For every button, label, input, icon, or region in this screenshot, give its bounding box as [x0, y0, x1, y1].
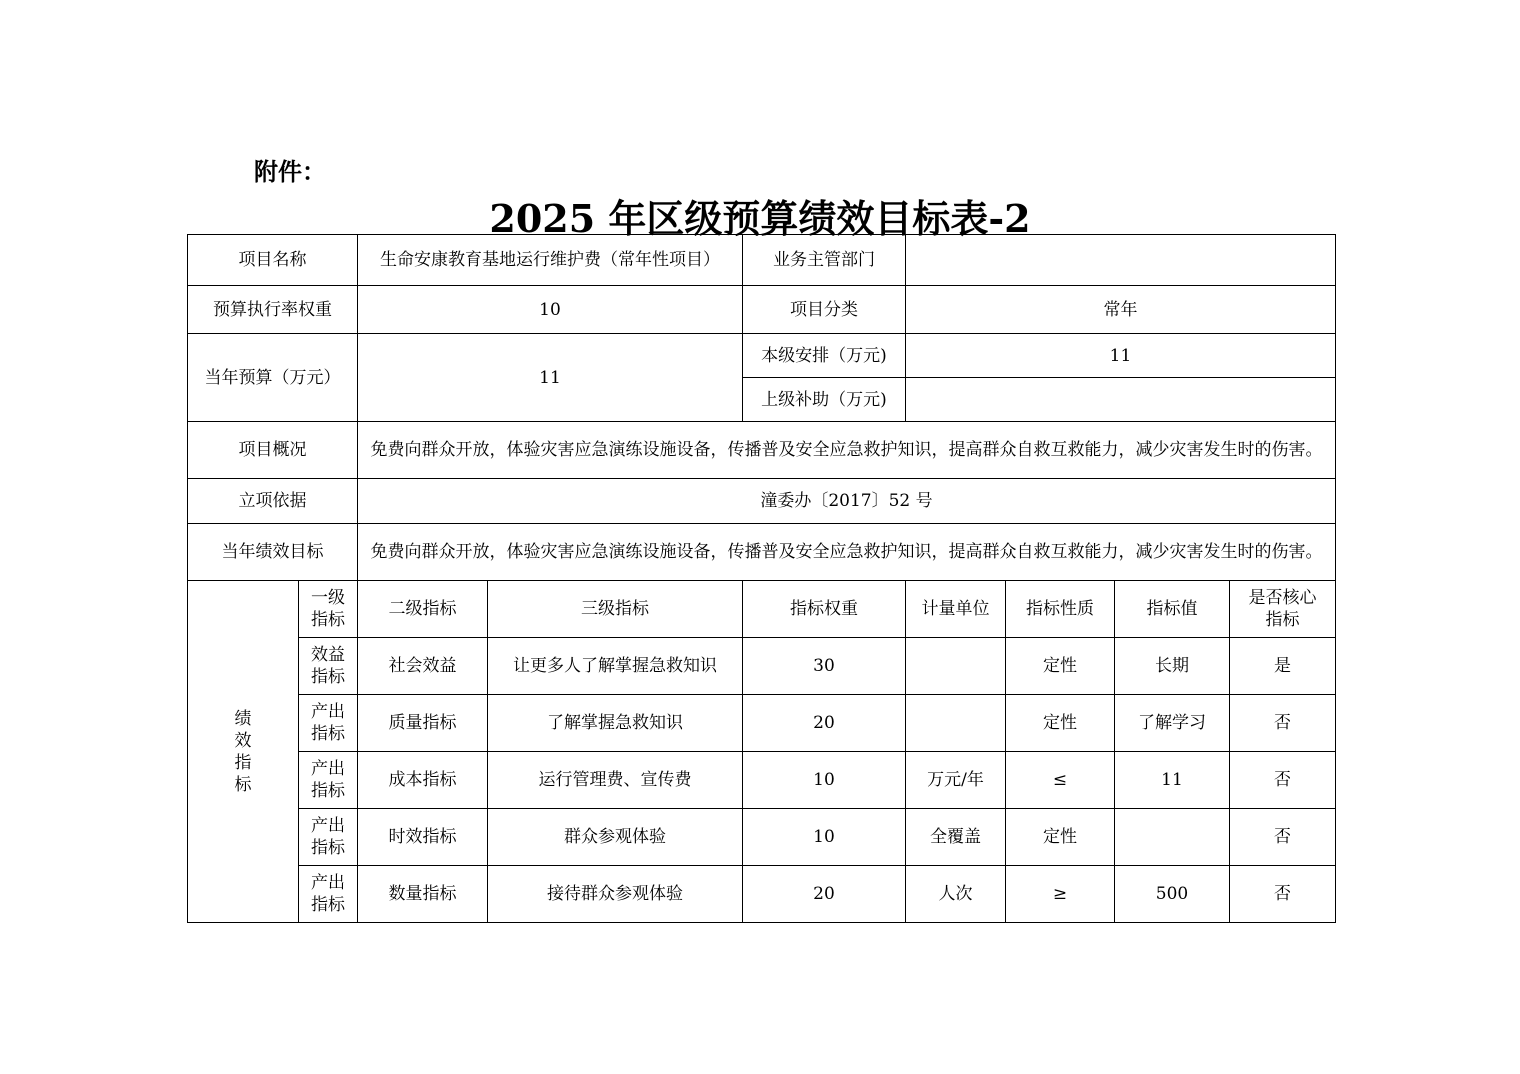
indicator-row: [188, 809, 1336, 866]
page-title: 2025 年区级预算绩效目标表-2: [489, 196, 1031, 241]
row-nature: 定性: [1006, 809, 1115, 866]
basis-label: 立项依据: [188, 479, 358, 524]
row-level3: 接待群众参观体验: [488, 866, 743, 923]
row-core: 否: [1230, 866, 1336, 923]
header-level1-text: 一级指标: [311, 588, 345, 630]
row-weight: 20: [743, 695, 906, 752]
row-weight: 10: [743, 752, 906, 809]
row-level3: 让更多人了解掌握急救知识: [488, 638, 743, 695]
row-level1: [299, 752, 358, 809]
row-level1-text: 产出指标: [311, 759, 345, 801]
row-core: 否: [1230, 809, 1336, 866]
budget-label: 当年预算（万元）: [188, 334, 358, 422]
row-core: 是: [1230, 638, 1336, 695]
row-nature: 定性: [1006, 638, 1115, 695]
indicator-row: [188, 866, 1336, 923]
row-project-name: [188, 235, 1336, 286]
row-level1: [299, 809, 358, 866]
indicator-group-label: [188, 581, 299, 923]
row-level2: 社会效益: [358, 638, 488, 695]
row-core: 否: [1230, 695, 1336, 752]
budget-value: 11: [358, 334, 743, 422]
row-level3: 了解掌握急救知识: [488, 695, 743, 752]
header-level3: 三级指标: [488, 581, 743, 638]
goal-label: 当年绩效目标: [188, 524, 358, 581]
dept-value: [906, 235, 1336, 286]
indicator-row: [188, 752, 1336, 809]
row-level2: 数量指标: [358, 866, 488, 923]
row-level1-text: 产出指标: [311, 816, 345, 858]
exec-weight-value: 10: [358, 286, 743, 334]
row-unit: 人次: [906, 866, 1006, 923]
row-unit: [906, 638, 1006, 695]
row-goal: [188, 524, 1336, 581]
overview-value: 免费向群众开放，体验灾害应急演练设施设备，传播普及安全应急救护知识，提高群众自救互救能力，减少灾害发生时的伤害。: [358, 422, 1336, 479]
row-value: [1115, 809, 1230, 866]
dept-label: 业务主管部门: [743, 235, 906, 286]
row-weight: 30: [743, 638, 906, 695]
project-name-label: 项目名称: [188, 235, 358, 286]
row-weight: 10: [743, 809, 906, 866]
row-level2: 质量指标: [358, 695, 488, 752]
row-unit: [906, 695, 1006, 752]
row-nature: 定性: [1006, 695, 1115, 752]
row-level2: 成本指标: [358, 752, 488, 809]
row-level3: 运行管理费、宣传费: [488, 752, 743, 809]
header-nature: 指标性质: [1006, 581, 1115, 638]
header-level2: 二级指标: [358, 581, 488, 638]
category-label: 项目分类: [743, 286, 906, 334]
indicator-row: [188, 695, 1336, 752]
row-value: 500: [1115, 866, 1230, 923]
row-overview: [188, 422, 1336, 479]
header-unit: 计量单位: [906, 581, 1006, 638]
local-value: 11: [906, 334, 1336, 378]
project-name-value: 生命安康教育基地运行维护费（常年性项目）: [358, 235, 743, 286]
row-level1: [299, 866, 358, 923]
header-core: [1230, 581, 1336, 638]
exec-weight-label: 预算执行率权重: [188, 286, 358, 334]
indicator-header-row: [188, 581, 1336, 638]
row-level2: 时效指标: [358, 809, 488, 866]
row-level1-text: 产出指标: [311, 702, 345, 744]
row-level1-text: 效益指标: [311, 645, 345, 687]
row-value: 11: [1115, 752, 1230, 809]
header-weight: 指标权重: [743, 581, 906, 638]
row-weight: 20: [743, 866, 906, 923]
header-value: 指标值: [1115, 581, 1230, 638]
row-basis: [188, 479, 1336, 524]
row-nature: ≥: [1006, 866, 1115, 923]
row-level3: 群众参观体验: [488, 809, 743, 866]
budget-performance-table: [187, 234, 1336, 923]
row-core: 否: [1230, 752, 1336, 809]
overview-label: 项目概况: [188, 422, 358, 479]
row-level1-text: 产出指标: [311, 873, 345, 915]
upper-value: [906, 378, 1336, 422]
local-label: 本级安排（万元): [743, 334, 906, 378]
row-value: 长期: [1115, 638, 1230, 695]
row-value: 了解学习: [1115, 695, 1230, 752]
attachment-label: 附件：: [254, 158, 326, 186]
indicator-group-text: 绩效指标: [234, 708, 252, 795]
header-level1: [299, 581, 358, 638]
header-core-text: 是否核心指标: [1248, 588, 1317, 630]
row-unit: 万元/年: [906, 752, 1006, 809]
row-unit: 全覆盖: [906, 809, 1006, 866]
row-budget: [188, 334, 1336, 378]
indicator-row: [188, 638, 1336, 695]
row-level1: [299, 695, 358, 752]
goal-value: 免费向群众开放，体验灾害应急演练设施设备，传播普及安全应急救护知识，提高群众自救互救能力，减少灾害发生时的伤害。: [358, 524, 1336, 581]
row-nature: ≤: [1006, 752, 1115, 809]
category-value: 常年: [906, 286, 1336, 334]
row-exec-weight: [188, 286, 1336, 334]
basis-value: 潼委办〔2017〕52 号: [358, 479, 1336, 524]
row-level1: [299, 638, 358, 695]
upper-label: 上级补助（万元): [743, 378, 906, 422]
